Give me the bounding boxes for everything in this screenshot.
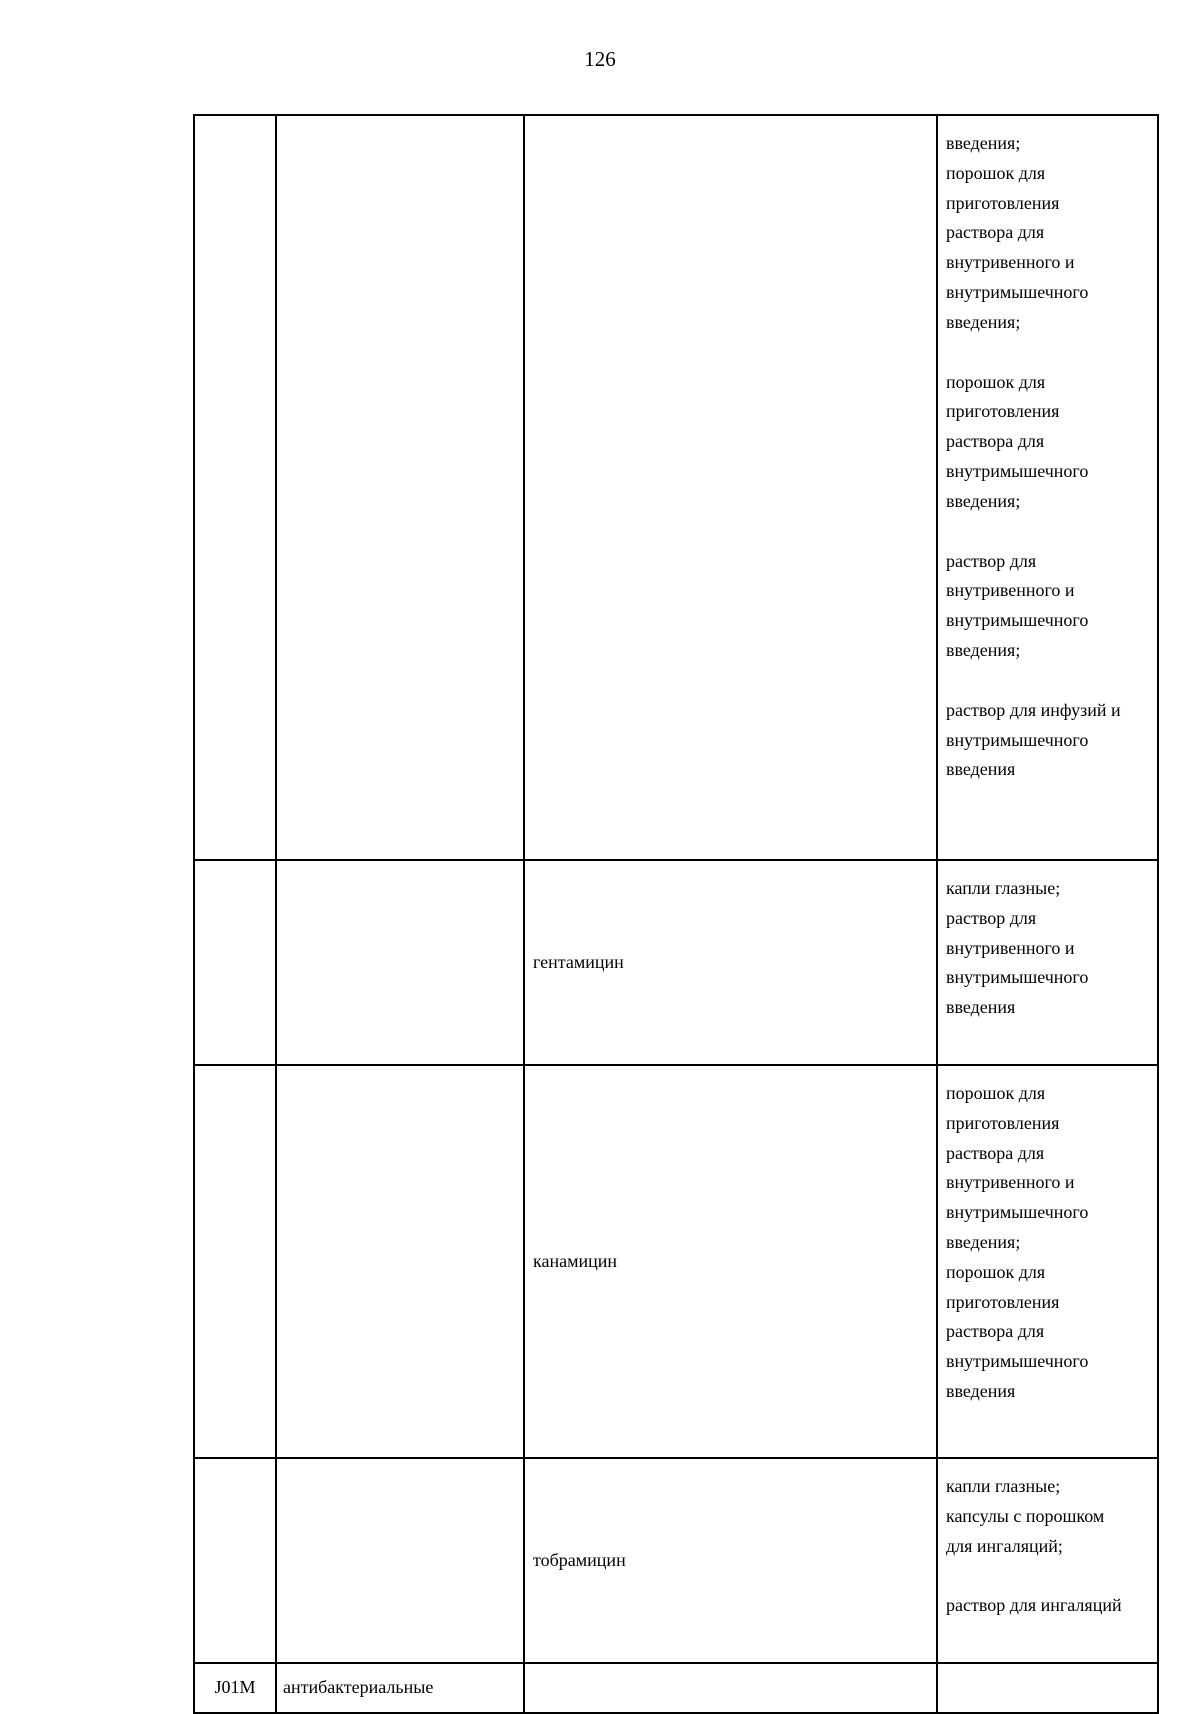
group-name-cell xyxy=(276,860,524,1065)
group-name-cell: антибактериальные xyxy=(276,1663,524,1713)
dosage-form-group xyxy=(946,129,1153,338)
drug-name-cell xyxy=(524,1663,937,1713)
atc-code-cell: J01M xyxy=(194,1663,276,1713)
dosage-form-group xyxy=(946,1591,1153,1621)
dosage-form-group xyxy=(946,547,1153,666)
table-body xyxy=(194,115,1158,1713)
table-row xyxy=(194,115,1158,860)
group-name-cell xyxy=(276,1458,524,1663)
dosage-form-line: введения xyxy=(946,759,1016,780)
dosage-form-line: внутримышечного xyxy=(946,610,1089,631)
dosage-form-line: введения xyxy=(946,1380,1016,1401)
dosage-forms-cell xyxy=(937,860,1158,1065)
dosage-form-line: внутримышечного xyxy=(946,967,1089,988)
dosage-form-line: внутривенного и xyxy=(946,937,1075,958)
dosage-form-line: введения; xyxy=(946,639,1021,660)
dosage-form-line: внутримышечного xyxy=(946,281,1089,302)
dosage-form-line: порошок для xyxy=(946,162,1046,183)
dosage-form-line: внутримышечного xyxy=(946,1202,1089,1223)
dosage-form-line: введения; xyxy=(946,133,1021,153)
drug-name-cell: тобрамицин xyxy=(524,1458,937,1663)
dosage-form-line: порошок для xyxy=(946,1261,1046,1282)
dosage-form-line: приготовления xyxy=(946,192,1060,213)
dosage-form-group xyxy=(946,1472,1153,1561)
dosage-form-line: раствора для xyxy=(946,431,1045,452)
page-number: 126 xyxy=(584,47,616,71)
dosage-form-line: раствор для ингаляций xyxy=(946,1595,1122,1616)
dosage-form-line: внутривенного и xyxy=(946,580,1075,601)
atc-code-cell xyxy=(194,115,276,860)
table-row xyxy=(194,1663,1158,1713)
dosage-form-line: введения; xyxy=(946,1231,1021,1252)
dosage-form-line: внутривенного и xyxy=(946,252,1075,273)
dosage-form-line: приготовления xyxy=(946,401,1060,422)
atc-code-cell xyxy=(194,1065,276,1458)
table-row xyxy=(194,1065,1158,1458)
dosage-form-line: раствора для xyxy=(946,1142,1045,1163)
dosage-form-line: внутримышечного xyxy=(946,1351,1089,1372)
dosage-form-line: введения xyxy=(946,997,1016,1018)
dosage-form-line: внутримышечного xyxy=(946,460,1089,481)
dosage-form-line: раствора для xyxy=(946,222,1045,243)
table-row xyxy=(194,860,1158,1065)
dosage-form-line: раствор для xyxy=(946,550,1037,571)
dosage-form-line: введения; xyxy=(946,490,1021,511)
dosage-form-group xyxy=(946,368,1153,517)
drug-name-cell: гентамицин xyxy=(524,860,937,1065)
group-name-cell xyxy=(276,115,524,860)
dosage-forms-cell xyxy=(937,1065,1158,1458)
table-row xyxy=(194,1458,1158,1663)
dosage-forms-cell xyxy=(937,1663,1158,1713)
dosage-form-line: раствора для xyxy=(946,1321,1045,1342)
dosage-form-line: приготовления xyxy=(946,1112,1060,1133)
dosage-form-line: внутривенного и xyxy=(946,1172,1075,1193)
dosage-forms-cell xyxy=(937,115,1158,860)
dosage-forms-cell xyxy=(937,1458,1158,1663)
dosage-form-line: порошок для xyxy=(946,1083,1046,1103)
dosage-form-line: раствор для xyxy=(946,907,1037,928)
dosage-form-line: раствор для инфузий и xyxy=(946,699,1121,720)
dosage-form-group xyxy=(946,696,1153,785)
dosage-form-group xyxy=(946,1079,1153,1407)
dosage-form-line: введения; xyxy=(946,311,1021,332)
dosage-form-line: порошок для xyxy=(946,371,1046,392)
dosage-form-line: внутримышечного xyxy=(946,729,1089,750)
dosage-form-line: для ингаляций; xyxy=(946,1535,1063,1556)
drug-name-cell: канамицин xyxy=(524,1065,937,1458)
dosage-form-line: капли глазные; xyxy=(946,1476,1061,1496)
dosage-form-line: капсулы с порошком xyxy=(946,1505,1105,1526)
drug-name-cell xyxy=(524,115,937,860)
drug-table xyxy=(193,114,1159,1714)
group-name-cell xyxy=(276,1065,524,1458)
atc-code-cell xyxy=(194,860,276,1065)
dosage-form-line: капли глазные; xyxy=(946,878,1061,898)
dosage-form-line: приготовления xyxy=(946,1291,1060,1312)
atc-code-cell xyxy=(194,1458,276,1663)
dosage-form-group xyxy=(946,874,1153,1023)
